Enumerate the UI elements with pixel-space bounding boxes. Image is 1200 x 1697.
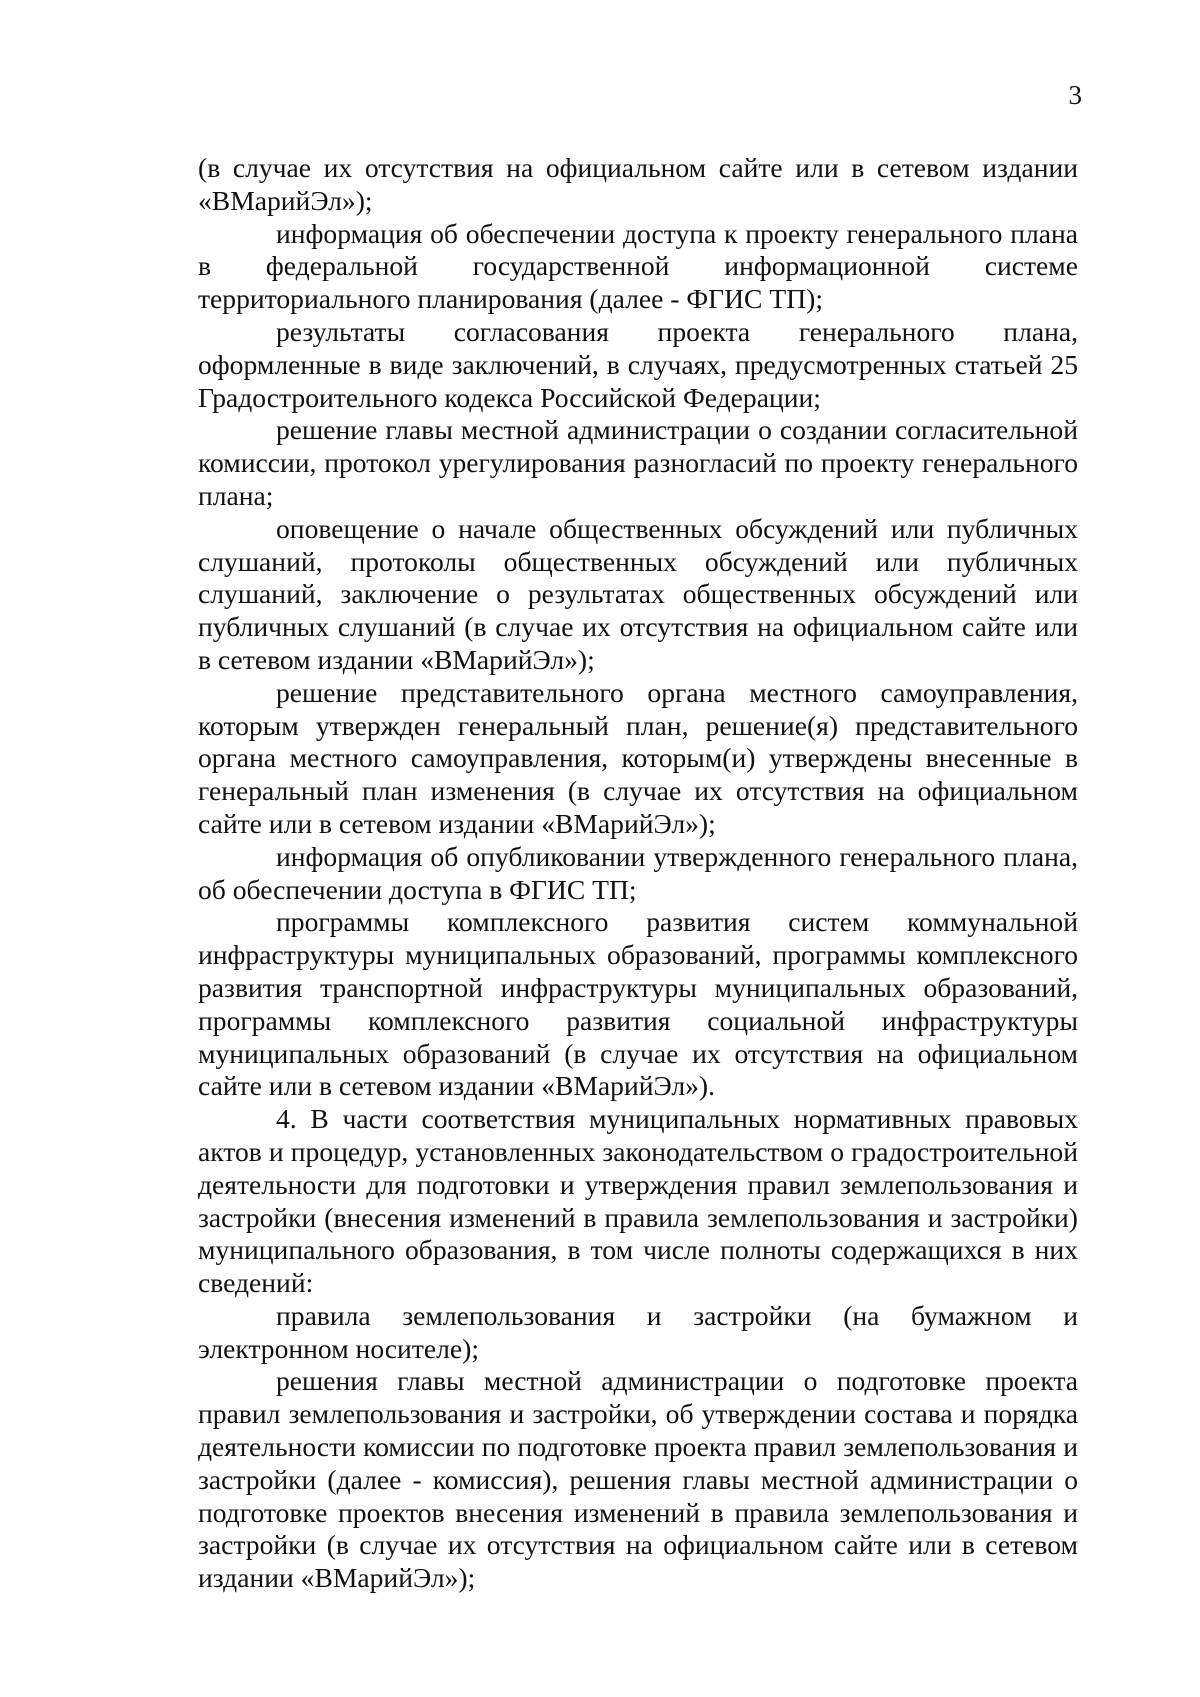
paragraph-continuation: (в случае их отсутствия на официальном сайте или в сетевом издании «ВМарийЭл»); [198,152,1078,216]
document-body [198,152,1078,1595]
paragraph-administration-decisions: решения главы местной администрации о подготовке проекта правил землепользования и застройки, об утверждении состава и порядка деятельности комиссии по подготовке проекта правил землепользования и застройки (далее - комиссия), решения главы местной администрации о подготовке проектов внесения изменений в правила землепользования и застройки (в случае их отсутствия на официальном сайте или в сетевом издании «ВМарийЭл»); [198,1365,1078,1594]
paragraph-conciliation-commission: решение главы местной администрации о создании согласительной комиссии, протокол урегулирования разногласий по проекту генерального плана; [198,414,1078,511]
paragraph-fgis-access: информация об обеспечении доступа к проекту генерального плана в федеральной государственной информационной системе территориального планирования (далее - ФГИС ТП); [198,217,1078,315]
paragraph-publication-info: информация об опубликовании утвержденного генерального плана, об обеспечении доступа в ФГИС ТП; [198,840,1078,905]
paragraph-representative-decision: решение представительного органа местного самоуправления, которым утвержден генеральный план, решение(я) представительного органа местного самоуправления, которым(и) утверждены внесенные в генеральный план изменения (в случае их отсутствия на официальном сайте или в сетевом издании «ВМарийЭл»); [198,676,1078,839]
paragraph-public-hearings: оповещение о начале общественных обсуждений или публичных слушаний, протоколы общественных обсуждений или публичных слушаний, заключение о результатах общественных обсуждений или публичных слушаний (в случае их отсутствия на официальном сайте или в сетевом издании «ВМарийЭл»); [198,512,1078,675]
page-number: 3 [1068,80,1082,110]
paragraph-section-4: 4. В части соответствия муниципальных нормативных правовых актов и процедур, установленных законодательством о градостроительной деятельности для подготовки и утверждения правил землепользования и застройки (внесения изменений в правила землепользования и застройки) муниципального образования, в том числе полноты содержащихся в них сведений: [198,1103,1078,1299]
paragraph-approval-results: результаты согласования проекта генерального плана, оформленные в виде заключений, в случаях, предусмотренных статьей 25 Градостроительного кодекса Российской Федерации; [198,315,1078,413]
paragraph-development-programs: программы комплексного развития систем коммунальной инфраструктуры муниципальных образований, программы комплексного развития транспортной инфраструктуры муниципальных образований, программы комплексного развития социальной инфраструктуры муниципальных образований (в случае их отсутствия на официальном сайте или в сетевом издании «ВМарийЭл»). [198,906,1078,1102]
paragraph-land-use-rules: правила землепользования и застройки (на бумажном и электронном носителе); [198,1299,1078,1364]
